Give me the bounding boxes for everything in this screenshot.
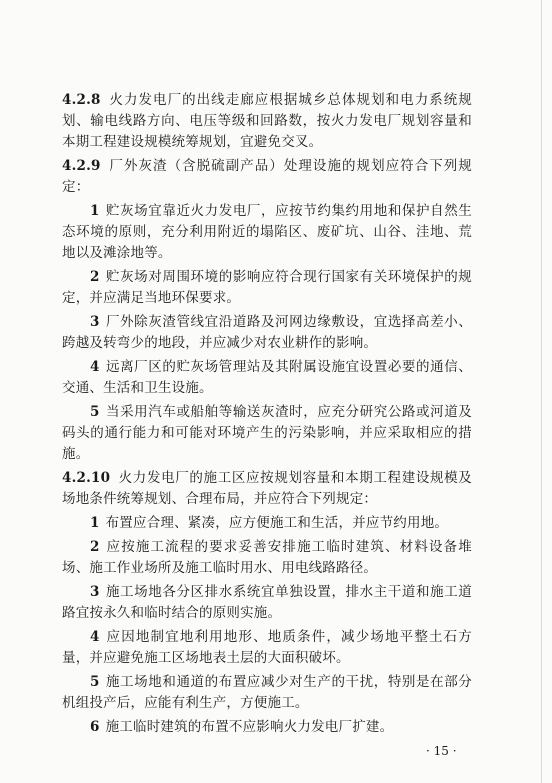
- list-item: [62, 582, 472, 624]
- paragraph-text: 施工场地和通道的布置应减少对生产的干扰，特别是在部分机组投产后，应能有利生产，方便施工。: [62, 674, 472, 711]
- list-item: [62, 357, 472, 399]
- list-item: [62, 717, 472, 738]
- paragraph-text: 贮灰场对周围环境的影响应符合现行国家有关环境保护的规定，并应满足当地环保要求。: [62, 269, 472, 306]
- paragraph-text: 厂外除灰渣管线宜沿道路及河网边缘敷设，宜选择高差小、跨越及转弯少的地段，并应减少对农业耕作的影响。: [62, 314, 472, 351]
- page-number: · 15 ·: [426, 744, 457, 758]
- paragraph-text: 当采用汽车或船舶等输送灰渣时，应充分研究公路或河道及码头的通行能力和可能对环境产生的污染影响，并应采取相应的措施。: [62, 404, 472, 462]
- paragraph-text: 远离厂区的贮灰场管理站及其附属设施宜设置必要的通信、交通、生活和卫生设施。: [62, 359, 472, 396]
- paragraph-text: 火力发电厂的施工区应按规划容量和本期工程建设规模及场地条件统筹规划、合理布局，并应符合下列规定：: [62, 470, 472, 507]
- document-body: [62, 90, 472, 741]
- item-number: 4: [90, 629, 100, 645]
- item-number: 3: [90, 314, 100, 330]
- item-number: 6: [90, 719, 100, 735]
- item-number: 5: [90, 404, 100, 420]
- paragraph-text: 火力发电厂的出线走廊应根据城乡总体规划和电力系统规划、输电线路方向、电压等级和回路数，按火力发电厂规划容量和本期工程建设规模统筹规划，宜避免交叉。: [62, 92, 472, 150]
- item-number: 1: [90, 515, 100, 531]
- list-item: [62, 402, 472, 465]
- paragraph-text: 贮灰场宜靠近火力发电厂，应按节约集约用地和保护自然生态环境的原则，充分利用附近的塌陷区、废矿坑、山谷、洼地、荒地以及滩涂地等。: [62, 203, 472, 261]
- paragraph-text: 应因地制宜地利用地形、地质条件，减少场地平整土石方量，并应避免施工区场地表土层的大面积破坏。: [62, 629, 472, 666]
- item-number: 2: [90, 269, 100, 285]
- clause-number: 4.2.8: [62, 92, 101, 108]
- clause-paragraph: [62, 468, 472, 510]
- paragraph-text: 布置应合理、紧凑，应方便施工和生活，并应节约用地。: [105, 515, 449, 531]
- clause-paragraph: [62, 156, 472, 198]
- paragraph-text: 施工临时建筑的布置不应影响火力发电厂扩建。: [105, 719, 394, 735]
- page-edge-line: [541, 0, 542, 783]
- paragraph-text: 应按施工流程的要求妥善安排施工临时建筑、材料设备堆场、施工作业场所及施工临时用水、用电线路路径。: [62, 539, 472, 576]
- item-number: 3: [90, 584, 100, 600]
- item-number: 1: [90, 203, 100, 219]
- paragraph-text: 施工场地各分区排水系统宜单独设置，排水主干道和施工道路宜按永久和临时结合的原则实施。: [62, 584, 472, 621]
- list-item: [62, 312, 472, 354]
- list-item: [62, 201, 472, 264]
- list-item: [62, 672, 472, 714]
- list-item: [62, 267, 472, 309]
- paragraph-text: 厂外灰渣（含脱硫副产品）处理设施的规划应符合下列规定：: [62, 158, 472, 195]
- item-number: 2: [90, 539, 100, 555]
- item-number: 4: [90, 359, 100, 375]
- list-item: [62, 537, 472, 579]
- clause-number: 4.2.10: [62, 470, 111, 486]
- list-item: [62, 513, 472, 534]
- clause-paragraph: [62, 90, 472, 153]
- clause-number: 4.2.9: [62, 158, 101, 174]
- item-number: 5: [90, 674, 100, 690]
- list-item: [62, 627, 472, 669]
